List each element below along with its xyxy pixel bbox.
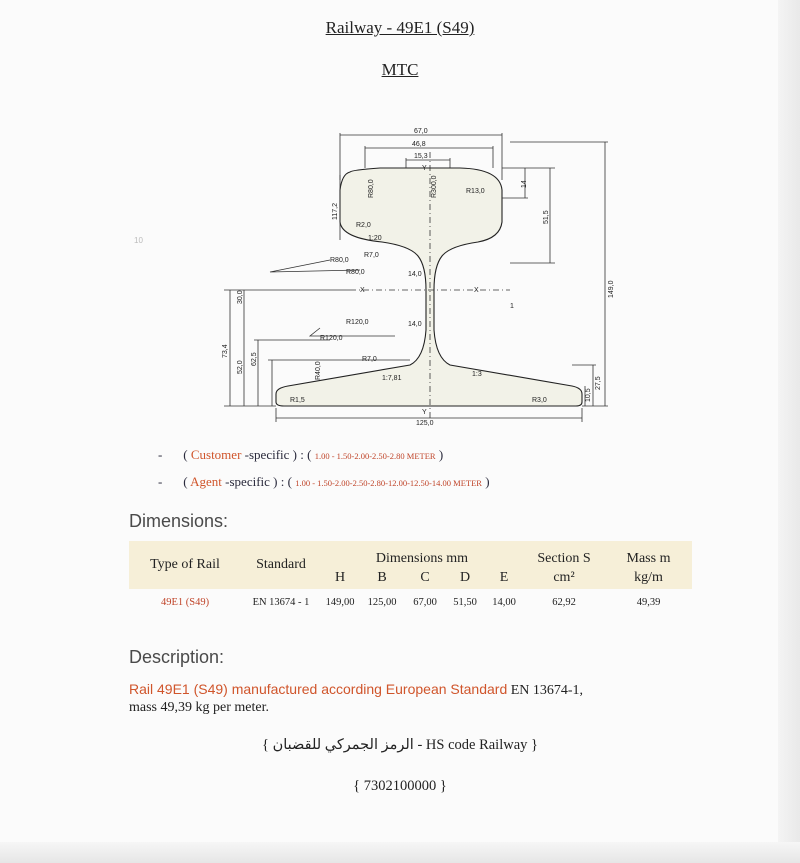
radius-40: R40,0 [315,361,322,380]
bullet-dash: - [158,474,163,489]
web-thickness-14-b: 14,0 [408,321,422,328]
customer-open: ( [183,447,188,462]
cell-c: 67,00 [413,597,437,608]
col-type-of-rail: Type of Rail [129,541,241,589]
customer-highlight: Customer [190,447,242,462]
axis-label-1: 1 [510,303,514,310]
radius-7-b: R7,0 [362,356,377,363]
agent-lengths-line [158,474,490,490]
hs-code-value: { 7302100000 } [353,778,447,794]
cell-section: 62,92 [552,597,576,608]
radius-120: R120,0 [346,319,369,326]
description-text [129,681,689,716]
dim-73-4: 73,4 [222,344,229,358]
cell-mass: 49,39 [636,597,661,608]
cell-d: 51,50 [453,597,477,608]
slope-7-81: 1:7,81 [382,375,402,382]
hs-code-label: { الرمز الجمركي للقضبان - HS code Railway } [262,737,538,753]
rail-profile-drawing [210,120,620,432]
radius-80-c: R80,0 [346,269,365,276]
agent-highlight: Agent [190,474,222,489]
dimensions-heading: Dimensions: [129,511,229,531]
cell-b: 125,00 [367,597,397,608]
dim-27-5: 27,5 [595,376,602,390]
col-standard: Standard [241,541,321,589]
radius-120-b: R120,0 [320,335,343,342]
agent-close: ) [485,474,490,489]
dim-62-5: 62,5 [251,352,258,366]
col-section-unit: cm² [523,567,605,589]
agent-label-rest: -specific ) : ( [225,474,292,489]
radius-7: R7,0 [364,252,379,259]
radius-13: R13,0 [466,188,485,195]
radius-1-5: R1,5 [290,397,305,404]
dim-125: 125,0 [416,420,434,427]
cell-e: 14,00 [492,597,516,608]
document-title: Railway - 49E1 (S49) [325,18,475,37]
dim-46: 46,8 [412,141,426,148]
table-row [129,589,692,609]
dimensions-table [129,541,692,609]
page-bottom-edge [0,842,800,863]
description-mass: mass 49,39 kg per meter. [129,700,269,715]
dim-52: 52,0 [237,360,244,374]
dim-30: 30,0 [237,290,244,304]
cell-standard: EN 13674 - 1 [252,597,310,608]
radius-80: R80,0 [368,179,375,198]
dim-15: 15,3 [414,153,428,160]
cell-rail: 49E1 (S49) [160,597,210,608]
slope-1-20: 1:20 [368,235,382,242]
dim-51-5: 51,5 [543,210,550,224]
description-standard: EN 13674-1, [507,683,584,698]
col-c: C [405,567,445,589]
dim-14: 14 [521,180,528,188]
col-b: B [359,567,405,589]
col-section: Section S [523,541,605,567]
web-thickness-14: 14,0 [408,271,422,278]
axis-x-left: X [360,287,365,294]
customer-label-rest: -specific ) : ( [244,447,312,462]
axis-x-right: X [474,287,479,294]
col-e: E [485,567,523,589]
customer-lengths-values: 1.00 - 1.50-2.00-2.50-2.80 METER [314,451,436,461]
document-subtitle: MTC [381,60,419,79]
description-highlight: Rail 49E1 (S49) manufactured according European Standard [129,681,508,697]
radius-3: R3,0 [532,397,547,404]
axis-y-top: Y [422,165,427,172]
page-side-mark: 10 [134,236,143,245]
col-mass-unit: kg/m [605,567,692,589]
dim-10-5: 10,5 [585,388,592,402]
customer-lengths-line [158,447,443,463]
agent-lengths-values: 1.00 - 1.50-2.00-2.50-2.80-12.00-12.50-14.00 METER [295,478,482,488]
axis-y-bottom: Y [422,409,427,416]
customer-close: ) [438,447,444,462]
col-mass: Mass m [605,541,692,567]
slope-1-3: 1:3 [472,371,482,378]
radius-80-b: R80,0 [330,257,349,264]
dim-67: 67,0 [414,128,428,135]
col-dimensions-mm: Dimensions mm [321,541,523,567]
page-edge [778,0,800,863]
radius-2: R2,0 [356,222,371,229]
description-heading: Description: [129,647,225,667]
dim-117: 117,2 [332,203,339,220]
dim-149: 149,0 [608,280,615,298]
col-d: D [445,567,485,589]
cell-h: 149,00 [325,597,355,608]
radius-300: R300,0 [431,175,438,198]
bullet-dash: - [158,447,163,462]
col-h: H [321,567,359,589]
agent-open: ( [183,474,188,489]
